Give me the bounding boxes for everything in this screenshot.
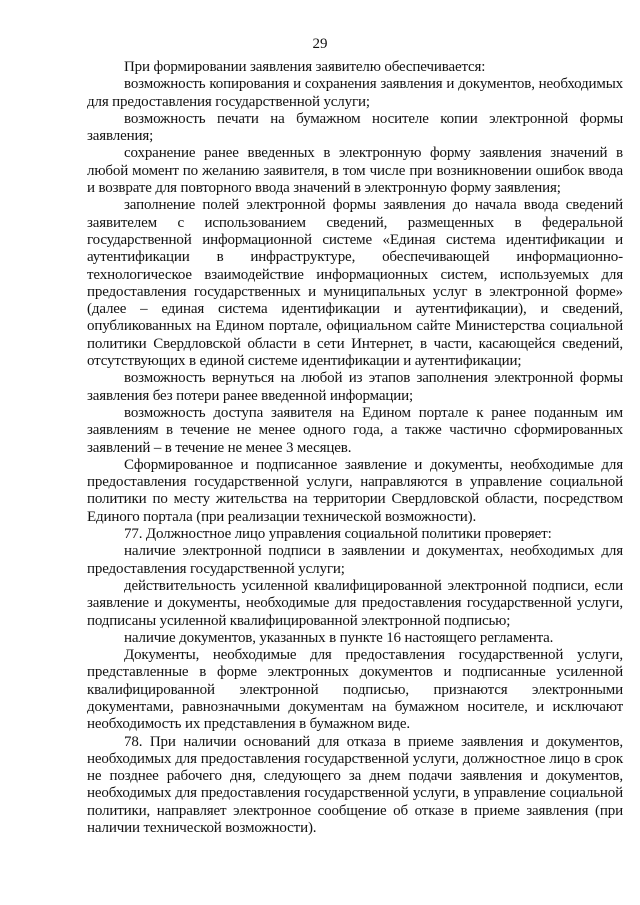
paragraph-save-values: сохранение ранее введенных в электронную форму заявления значений в любой момент по желанию заявителя, в том числе при возникновении ошибок ввода и возврате для повторного ввода значений в электронную форму заявления; bbox=[87, 145, 623, 197]
paragraph-submission: Сформированное и подписанное заявление и документы, необходимые для предоставления государственной услуги, направляются в управление социальной политики по месту жительства на территории Свердловской области, посредством Единого портала (при реализации технической возможности). bbox=[87, 456, 623, 525]
paragraph-signature-validity: действительность усиленной квалифицированной электронной подписи, если заявление и документы, необходимые для предоставления государственной услуги, подписаны усиленной квалифицированной электронной подписью; bbox=[87, 577, 623, 629]
paragraph-access-history: возможность доступа заявителя на Едином портале к ранее поданным им заявлениям в течение не менее одного года, а также частично сформированных заявлений – в течение не менее 3 месяцев. bbox=[87, 404, 623, 456]
paragraph-signature-presence: наличие электронной подписи в заявлении и документах, необходимых для предоставления государственной услуги; bbox=[87, 543, 623, 577]
paragraph-intro: При формировании заявления заявителю обеспечивается: bbox=[124, 59, 486, 75]
paragraph-copy-save: возможность копирования и сохранения заявления и документов, необходимых для предоставления государственной услуги; bbox=[87, 76, 623, 110]
paragraph-clause-77: 77. Должностное лицо управления социальной политики проверяет: bbox=[124, 526, 552, 543]
paragraph-electronic-equivalence: Документы, необходимые для предоставления государственной услуги, представленные в форме электронных документов и подписанные усиленной квалифицированной электронной подписью, признаются электронными документами, равнозначными документам на бумажном носителе, и исключают необходимость их представления в бумажном виде. bbox=[87, 647, 623, 733]
paragraph-return-step: возможность вернуться на любой из этапов заполнения электронной формы заявления без потери ранее введенной информации; bbox=[87, 370, 623, 404]
paragraph-autofill: заполнение полей электронной формы заявления до начала ввода сведений заявителем с использованием сведений, размещенных в федеральной государственной информационной системе «Единая система идентификации и аутентификации в инфраструктуре, обеспечивающей информационно-технологическое взаимодействие информационных систем, используемых для предоставления государственных и муниципальных услуг в электронной форме» (далее – единая система идентификации и аутентификации), и сведений, опубликованных на Едином портале, официальном сайте Министерства социальной политики Свердловской области в сети Интернет, в части, касающейся сведений, отсутствующих в единой системе идентификации и аутентификации; bbox=[87, 197, 623, 370]
paragraph-print: возможность печати на бумажном носителе копии электронной формы заявления; bbox=[87, 110, 623, 145]
paragraph-documents-listed: наличие документов, указанных в пункте 16 настоящего регламента. bbox=[124, 629, 554, 646]
document-body bbox=[87, 59, 623, 837]
page-number: 29 bbox=[312, 36, 328, 52]
paragraph-clause-78: 78. При наличии оснований для отказа в приеме заявления и документов, необходимых для предоставления государственной услуги, должностное лицо в срок не позднее рабочего дня, следующего за днем подачи заявления и документов, необходимых для предоставления государственной услуги, в управление социальной политики, направляет электронное сообщение об отказе в приеме заявления (при наличии технической возможности). bbox=[87, 733, 623, 837]
